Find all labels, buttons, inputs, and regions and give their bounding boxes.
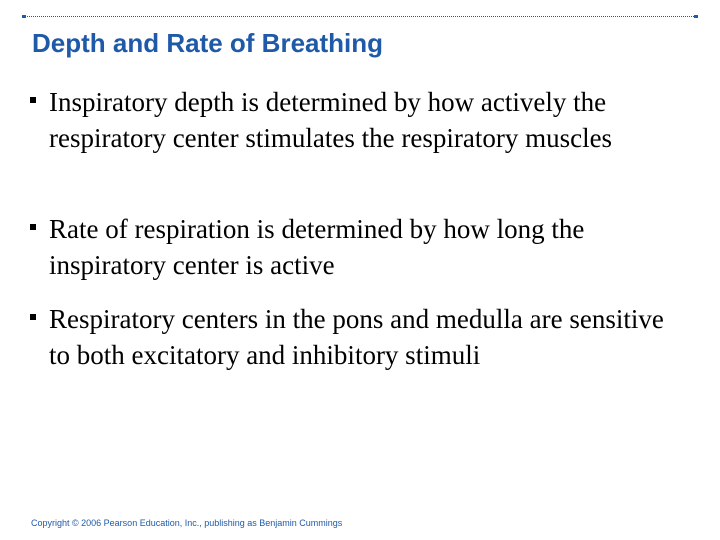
square-bullet-icon — [30, 314, 36, 320]
title-rule-left-cap — [22, 15, 26, 18]
bullet-text: Rate of respiration is determined by how long the inspiratory center is active — [49, 214, 585, 280]
title-rule-right-cap — [694, 15, 698, 18]
square-bullet-icon — [30, 97, 36, 103]
bullet-text: Inspiratory depth is determined by how actively the respiratory center stimulates the respiratory muscles — [49, 87, 613, 153]
bullet-text: Respiratory centers in the pons and medulla are sensitive to both excitatory and inhibitory stimuli — [49, 304, 664, 370]
slide-title: Depth and Rate of Breathing — [32, 28, 384, 58]
title-top-rule — [22, 16, 698, 17]
square-bullet-icon — [30, 224, 36, 230]
copyright-footer: Copyright © 2006 Pearson Education, Inc., publishing as Benjamin Cummings — [31, 518, 343, 528]
